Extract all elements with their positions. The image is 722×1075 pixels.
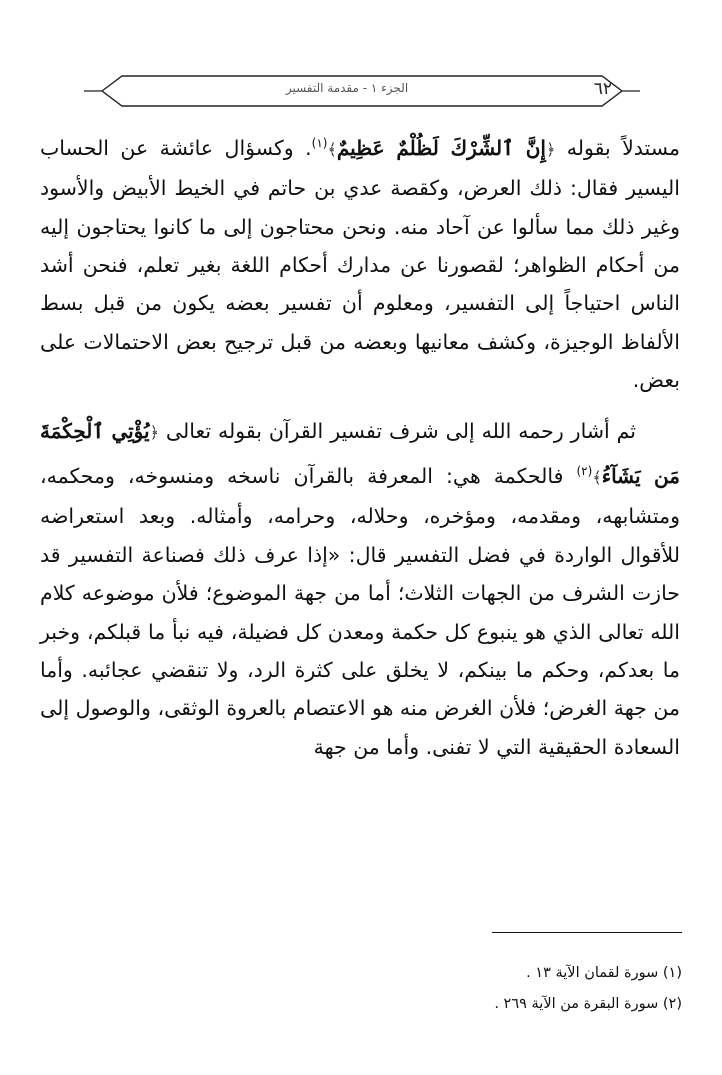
footnote-1: (١) سورة لقمان الآية ١٣ .: [526, 965, 682, 981]
page-number: ٦٢: [593, 79, 612, 99]
quran-verse-1: إِنَّ ٱلشِّرْكَ لَظُلْمٌ عَظِيمٌ: [336, 135, 546, 160]
ornate-bracket-open-icon: ﴿: [545, 139, 556, 159]
ornate-bracket-close-icon: ﴾: [327, 139, 337, 159]
paragraph-1-body: . وكسؤال عائشة عن الحساب اليسير فقال: ذلك العرض، وكقصة عدي بن حاتم في الخيط الأبيض والأسود وغير ذلك مما سألوا عن آحاد منه. ونحن محتاجون إلى ما كانوا يحتاجون إليه من أحكام الظواهر؛ لقصورنا عن مدارك أحكام اللغة بغير تعلم، فنحن أشد الناس احتياجاً إلى التفسير، ومعلوم أن تفسير بعضه يكون من قبل بسط الألفاظ الوجيزة، وكشف معانيها وبعضه من قبل ترجيح بعض الاحتمالات على بعض.: [40, 135, 680, 393]
running-title: الجزء ١ - مقدمة التفسير: [285, 81, 409, 95]
ornate-bracket-open-icon: ﴿: [149, 422, 159, 442]
main-text: [40, 124, 680, 766]
ornate-bracket-close-icon: ﴾: [592, 467, 602, 487]
paragraph-2-intro: ثم أشار رحمه الله إلى شرف تفسير القرآن بقوله تعالى: [165, 418, 636, 443]
footnote-ref-2: (٢): [576, 464, 593, 479]
quran-verse-2: يُؤْتِي ٱلْحِكْمَةَ مَن يَشَآءُ: [40, 418, 680, 488]
page-header: [82, 70, 642, 112]
paragraph-1: [40, 124, 680, 400]
footnote-ref-1: (١): [311, 136, 328, 150]
paragraph-1-intro: مستدلاً بقوله: [566, 135, 680, 160]
footnote-divider: [492, 932, 682, 933]
footnote-2: (٢) سورة البقرة من الآية ٢٦٩ .: [494, 996, 682, 1012]
paragraph-2: [40, 412, 680, 766]
footnotes: [42, 958, 682, 1020]
paragraph-2-body: فالحكمة هي: المعرفة بالقرآن ناسخه ومنسوخه، ومحكمه، ومتشابهه، ومقدمه، ومؤخره، وحلاله، وحرامه، وأمثاله. وبعد استعراضه للأقوال الواردة في فضل التفسير قال: «إذا عرف ذلك فصناعة التفسير قد حازت الشرف من الجهات الثلاث؛ أما من جهة الموضوع؛ فلأن موضوعه كلام الله تعالى الذي هو ينبوع كل حكمة ومعدن كل فضيلة، فيه نبأ ما قبلكم، وخبر ما بعدكم، وحكم ما بينكم، لا يخلق على كثرة الرد، ولا تنقضي عجائبه. وأما من جهة الغرض؛ فلأن الغرض منه هو الاعتصام بالعروة الوثقى، والوصول إلى السعادة الحقيقية التي لا تفنى. وأما من جهة: [40, 463, 680, 759]
